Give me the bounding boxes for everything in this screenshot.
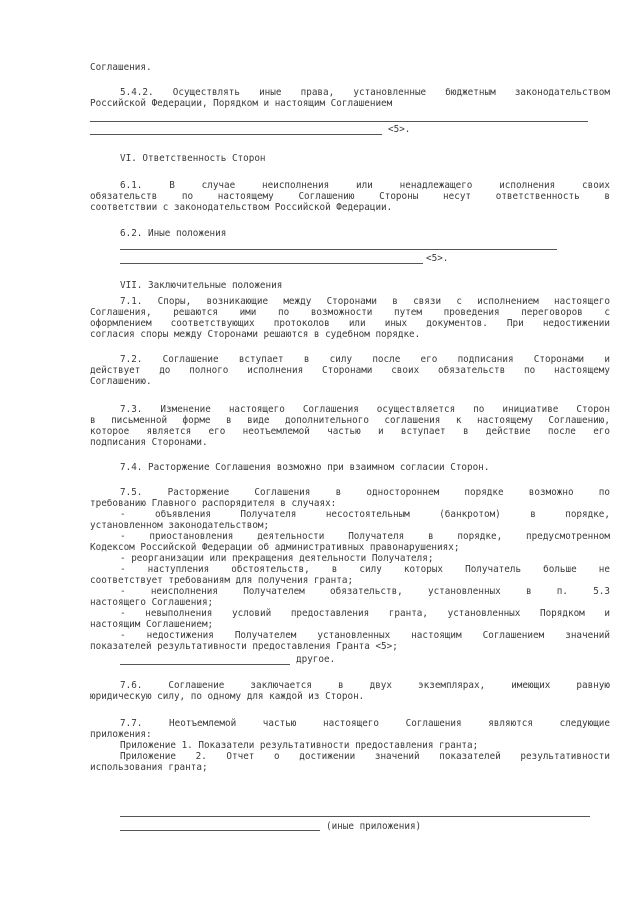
text-line: согласия споры между Сторонами решаются в судебном порядке. <box>90 329 421 340</box>
list-item: Приложение 1. Показатели результативности предоставления гранта; <box>120 740 479 751</box>
text-line: подписания Сторонами. <box>90 437 208 448</box>
list-item: - объявления Получателя несостоятельным (банкротом) в порядке, <box>120 509 610 520</box>
paragraph-6-2: 6.2. Иные положения <box>120 228 227 239</box>
list-item: Приложение 2. Отчет о достижении значений показателей результативности <box>120 751 610 762</box>
list-item: - реорганизации или прекращения деятельности Получателя; <box>120 553 434 564</box>
paragraph-6-1: 6.1. В случае неисполнения или ненадлежащего исполнения своих <box>120 180 610 191</box>
list-item: - приостановления деятельности Получателя в порядке, предусмотренном <box>120 531 610 542</box>
section-heading: VI. Ответственность Сторон <box>120 153 266 164</box>
text-line: Соглашения. <box>90 62 152 73</box>
fill-in-line <box>90 134 382 135</box>
list-item: - невыполнения условий предоставления гранта, установленных Порядком и <box>120 608 610 619</box>
text-line: юридическую силу, по одному для каждой из Сторон. <box>90 691 365 702</box>
text-line: требованию Главного распорядителя в случаях: <box>90 498 337 509</box>
text-line: настоящего Соглашения; <box>90 597 214 608</box>
text-line: другое. <box>296 654 336 665</box>
text-line: приложения: <box>90 729 152 740</box>
paragraph-7-2: 7.2. Соглашение вступает в силу после его подписания Сторонами и <box>120 354 610 365</box>
paragraph-7-7: 7.7. Неотъемлемой частью настоящего Соглашения являются следующие <box>120 718 610 729</box>
text-line: установленном законодательством; <box>90 520 270 531</box>
text-line: Соглашению. <box>90 376 152 387</box>
fill-in-line <box>90 121 588 122</box>
paragraph-7-3: 7.3. Изменение настоящего Соглашения осуществляется по инициативе Сторон <box>120 404 610 415</box>
fill-in-line <box>120 830 320 831</box>
paragraph-7-5: 7.5. Расторжение Соглашения в одностороннем порядке возможно по <box>120 487 610 498</box>
paragraph-5-4-2: 5.4.2. Осуществлять иные права, установленные бюджетным законодательством <box>120 87 610 98</box>
paragraph-7-4: 7.4. Расторжение Соглашения возможно при взаимном согласии Сторон. <box>120 462 490 473</box>
text-line: соответствует требованиям для получения гранта; <box>90 575 354 586</box>
text-line: (иные приложения) <box>326 821 422 832</box>
fill-in-line <box>120 263 423 264</box>
list-item: - наступления обстоятельств, в силу которых Получатель больше не <box>120 564 610 575</box>
text-line: Кодексом Российской Федерации об административных правонарушениях; <box>90 542 460 553</box>
fill-in-line <box>120 816 590 817</box>
fill-in-line <box>120 664 290 665</box>
text-line: действует до полного исполнения Сторонами своих обязательств по настоящему <box>90 365 610 376</box>
section-heading: VII. Заключительные положения <box>120 280 283 291</box>
text-line: настоящим Соглашением; <box>90 619 214 630</box>
paragraph-7-1: 7.1. Споры, возникающие между Сторонами в связи с исполнением настоящего <box>120 296 610 307</box>
list-item: - недостижения Получателем установленных настоящим Соглашением значений <box>120 630 610 641</box>
text-line: Соглашения, решаются ими по возможности путем проведения переговоров с <box>90 307 610 318</box>
text-line: в письменной форме в виде дополнительного соглашения к настоящему Соглашению, <box>90 415 610 426</box>
text-line: Российской Федерации, Порядком и настоящим Соглашением <box>90 98 393 109</box>
list-item: - неисполнения Получателем обязательств, установленных в п. 5.3 <box>120 586 610 597</box>
text-line: обязательств по настоящему Соглашению Стороны несут ответственность в <box>90 191 610 202</box>
footnote-ref: <5>. <box>388 124 411 135</box>
paragraph-7-6: 7.6. Соглашение заключается в двух экземплярах, имеющих равную <box>120 680 610 691</box>
text-line: которое является его неотъемлемой частью и вступает в действие после его <box>90 426 610 437</box>
text-line: показателей результативности предоставления Гранта <5>; <box>90 641 398 652</box>
text-line: оформлением соответствующих протоколов или иных документов. При недостижении <box>90 318 610 329</box>
text-line: использования гранта; <box>90 762 208 773</box>
footnote-ref: <5>. <box>426 253 449 264</box>
text-line: соответствии с законодательством Российской Федерации. <box>90 202 393 213</box>
fill-in-line <box>120 249 557 250</box>
